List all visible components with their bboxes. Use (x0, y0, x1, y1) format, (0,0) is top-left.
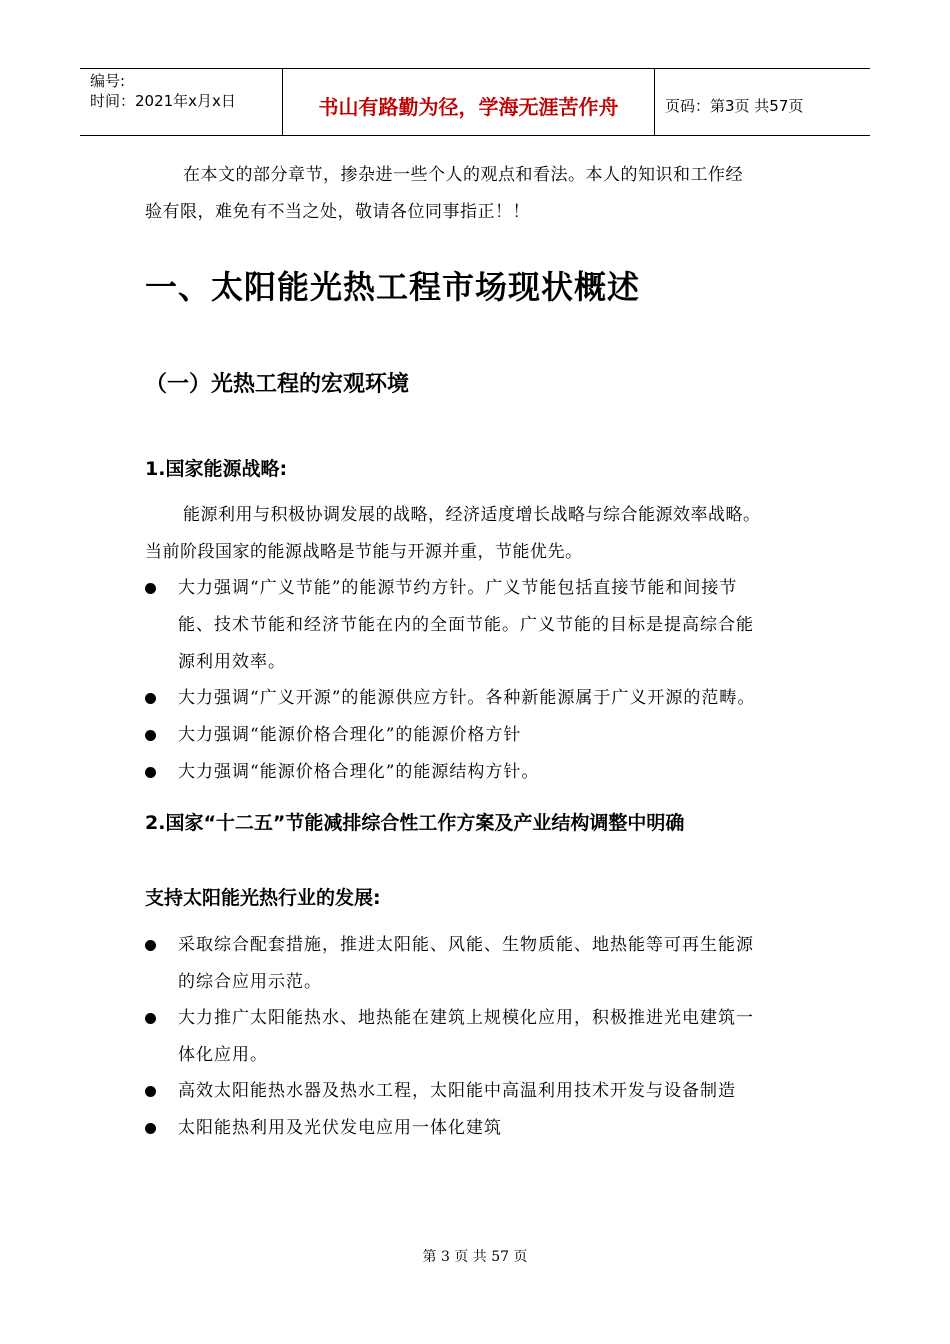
bullet-text: 大力强调“能源价格合理化”的能源价格方针 (178, 725, 522, 745)
bullet-icon (145, 1123, 156, 1134)
item-1-paragraph (145, 497, 815, 571)
item-1-title: 1.国家能源战略: (145, 458, 288, 480)
bullet-icon (145, 767, 156, 778)
bullet-text: 太阳能热利用及光伏发电应用一体化建筑 (178, 1118, 502, 1138)
header-meta (80, 69, 282, 135)
list-item (145, 754, 815, 791)
bullet-text: 采取综合配套措施，推进太阳能、风能、生物质能、地热能等可再生能源 (178, 935, 754, 955)
bullet-text: 大力强调“广义开源”的能源供应方针。各种新能源属于广义开源的范畴。 (178, 688, 756, 708)
item-2-title-line-2: 支持太阳能光热行业的发展: (145, 887, 381, 909)
bullet-icon (145, 693, 156, 704)
bullet-text: 大力强调“广义节能”的能源节约方针。广义节能包括直接节能和间接节 (178, 578, 738, 598)
item-1-para-line-2: 当前阶段国家的能源战略是节能与开源并重，节能优先。 (145, 542, 583, 562)
bullet-icon (145, 940, 156, 951)
intro-line-2: 验有限，难免有不当之处，敬请各位同事指正！！ (145, 202, 530, 222)
document-number-label: 编号: (90, 72, 126, 90)
document-time: 时间：2021年x月x日 (90, 92, 236, 110)
section-title: 一、太阳能光热工程市场现状概述 (145, 268, 641, 306)
item-2-title-line-1: 2.国家“十二五”节能减排综合性工作方案及产业结构调整中明确 (145, 812, 685, 834)
bullet-icon (145, 1086, 156, 1097)
list-item (145, 1073, 815, 1110)
list-item (145, 570, 815, 681)
item-1-para-line-1: 能源利用与积极协调发展的战略，经济适度增长战略与综合能源效率战略。 (183, 505, 761, 525)
bullet-text: 能、技术节能和经济节能在内的全面节能。广义节能的目标是提高综合能 (178, 615, 754, 635)
header-page-info: 页码：第3页 共57页 (665, 96, 804, 115)
page-footer: 第 3 页 共 57 页 (422, 1249, 528, 1265)
bullet-text: 的综合应用示范。 (178, 972, 322, 992)
intro-paragraph (145, 157, 815, 231)
bullet-icon (145, 730, 156, 741)
list-item (145, 1000, 815, 1074)
bullet-text: 大力推广太阳能热水、地热能在建筑上规模化应用，积极推进光电建筑一 (178, 1008, 754, 1028)
bullet-text: 源利用效率。 (178, 652, 286, 672)
bullet-icon (145, 1013, 156, 1024)
list-item (145, 927, 815, 1001)
list-item (145, 1110, 815, 1147)
subsection-title: （一）光热工程的宏观环境 (145, 372, 410, 397)
bullet-text: 高效太阳能热水器及热水工程，太阳能中高温利用技术开发与设备制造 (178, 1081, 736, 1101)
page-header (80, 68, 870, 136)
list-item (145, 680, 815, 717)
bullet-text: 体化应用。 (178, 1045, 268, 1065)
list-item (145, 717, 815, 754)
header-motto: 书山有路勤为径，学海无涯苦作舟 (282, 69, 655, 135)
intro-line-1: 在本文的部分章节，掺杂进一些个人的观点和看法。本人的知识和工作经 (183, 165, 743, 185)
bullet-text: 大力强调“能源价格合理化”的能源结构方针。 (178, 762, 540, 782)
bullet-icon (145, 583, 156, 594)
